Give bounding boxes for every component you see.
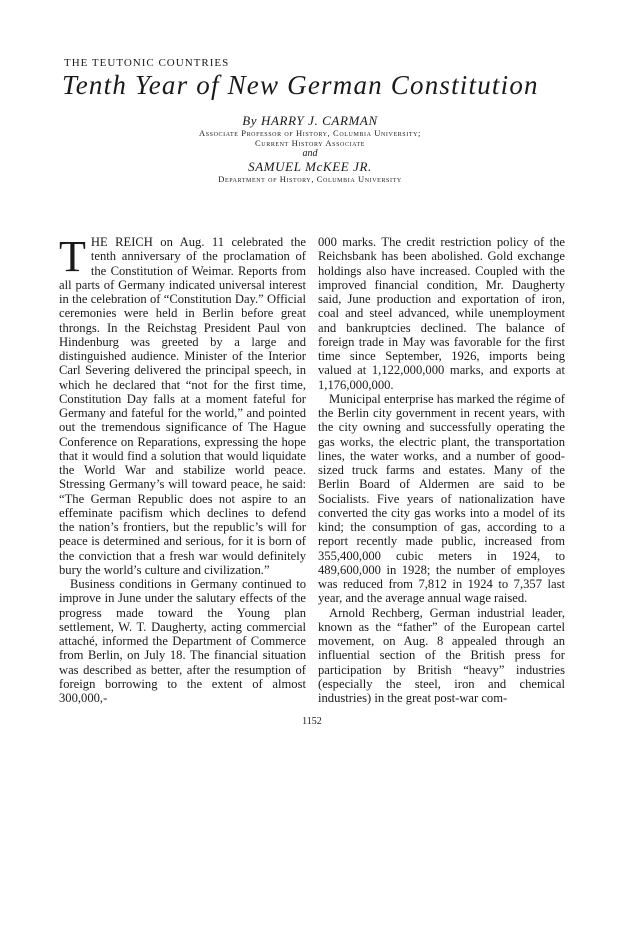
article-headline: Tenth Year of New German Constitution <box>62 70 539 100</box>
author-2-name: SAMUEL McKEE JR. <box>248 159 372 174</box>
author-1-line <box>60 113 560 128</box>
paragraph-4: Municipal enterprise has marked the régime of the Berlin city government in recent years, with the city owning and successfully operating the gas works, the electric plant, the transportation lines, the water works, and a number of good-sized truck farms and estates. Many of the Berlin Board of Aldermen are said to be Socialists. Five years of nationalization have converted the city gas works into a model of its kind; the consumption of gas, according to a report recently made public, increased from 355,400,000 cubic meters in 1924, to 489,600,000 in 1928; the number of employes was reduced from 7,812 in 1924 to 7,357 last year, and the average annual wage raised. <box>318 391 565 606</box>
and-word: and <box>302 148 318 159</box>
author-1-affiliation-line-2: Current History Associate <box>255 138 365 148</box>
paragraph-1-text: HE REICH on Aug. 11 celebrated the tenth anniversary of the proclamation of the Constitution of Weimar. Reports from all parts of Germany indicated universal interest in the celebration of “Constitution Day.” Official ceremonies were held in Berlin before great throngs. In the Reichstag President Paul von Hindenburg was greeted by a large and distinguished audience. Minister of the Interior Carl Severing delivered the principal speech, in which he declared that “not for the first time, Constitution Day falls at a moment fateful for Germany and fateful for the world,” and pointed out the tremendous significance of The Hague Conference on Reparations, expressing the hope that it would find a solution that would liquidate the World War and stabilize world peace. Stressing Germany’s will toward peace, he said: “The German Republic does not aspire to an effeminate pacifism which declines to defend the nation’s frontiers, but the republic’s will for peace is determined and serious, for it is born of the conviction that a fresh war would definitely bury the world’s culture and civilization.” <box>59 235 306 577</box>
text-column-right <box>318 235 565 705</box>
page-number: 1152 <box>302 716 322 727</box>
author-2-affiliation: Department of History, Columbia University <box>218 174 402 184</box>
byline <box>60 113 560 184</box>
paragraph-3: 000 marks. The credit restriction policy of the Reichsbank has been abolished. Gold exchange holdings also have increased. Coupled with the improved financial condition, Mr. Daugherty said, June production and exportation of iron, coal and steel advanced, while unemployment and bankruptcies declined. The balance of foreign trade in May was favorable for the first time since September, 1926, imports being valued at 1,122,000,000 marks, and exports at 1,176,000,000. <box>318 235 565 392</box>
text-column-left <box>59 232 306 705</box>
author-1-affiliation-line-1: Associate Professor of History, Columbia University; <box>198 128 422 138</box>
paragraph-2: Business conditions in Germany continued to improve in June under the salutary effects of the progress made toward the Young plan settlement, W. T. Daugherty, acting commercial attaché, informed the Department of Commerce from Berlin, on July 18. The financial situation was described as better, after the resumption of foreign borrowing to the extent of almost 300,000,- <box>59 577 306 705</box>
by-word: By <box>242 113 258 128</box>
paragraph-5: Arnold Rechberg, German industrial leader, known as the “father” of the European cartel movement, on Aug. 8 appealed through an influential section of the British press for participation by British “heavy” industries (especially the steel, iron and chemical industries) in the great post-war com- <box>318 605 565 705</box>
section-label: THE TEUTONIC COUNTRIES <box>64 57 230 69</box>
paragraph-1 <box>59 232 306 577</box>
drop-cap: T <box>59 232 86 281</box>
author-1-name: HARRY J. CARMAN <box>261 113 378 128</box>
